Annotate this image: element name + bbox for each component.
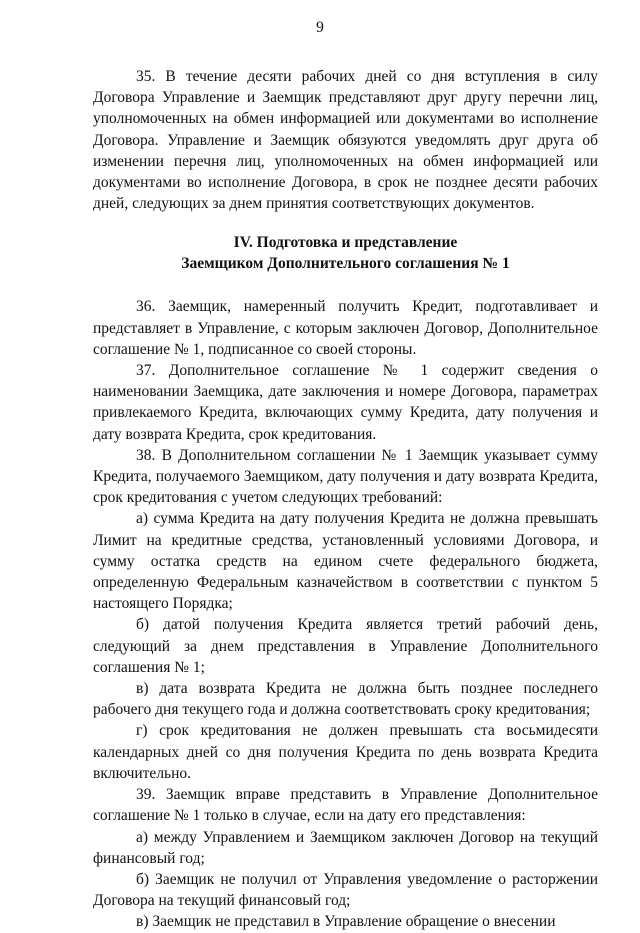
paragraph-39-b: б) Заемщик не получил от Управления уведомление о расторжении Договора на текущий финансовый год; [93,870,598,910]
page-number: 9 [316,19,324,36]
paragraph-38-c: в) дата возврата Кредита не должна быть позднее последнего рабочего дня текущего года и должна соответствовать сроку кредитования; [93,680,598,719]
section-heading-line-2: Заемщиком Дополнительного соглашения № 1 [181,254,510,272]
paragraph-39-c: в) Заемщик не представил в Управление обращение о внесении [136,913,556,931]
section-heading-line-1: IV. Подготовка и представление [233,234,458,252]
paragraph-38-d: г) срок кредитования не должен превышать ста восьмидесяти календарных дней со дня получения Кредита по день возврата Кредита включительно. [93,722,598,782]
paragraph-37: 37. Дополнительное соглашение № 1 содержит сведения о наименовании Заемщика, дате заключения и номере Договора, параметрах привлекаемого Кредита, включающих сумму Кредита, дату получения и дату возврата Кредита, срок кредитования. [93,362,598,443]
paragraph-39: 39. Заемщик вправе представить в Управление Дополнительное соглашение № 1 только в случае, если на дату его представления: [93,786,598,825]
paragraph-36: 36. Заемщик, намеренный получить Кредит, подготавливает и представляет в Управление, с которым заключен Договор, Дополнительное соглашение № 1, подписанное со своей стороны. [93,298,598,358]
paragraph-38-a: а) сумма Кредита на дату получения Кредита не должна превышать Лимит на кредитные средства, установленный условиями Договора, и сумму остатка средств на едином счете федерального бюджета, определенную Федеральным казначейством в соответствии с пунктом 5 настоящего Порядка; [93,510,598,613]
section-heading [93,233,598,274]
paragraph-35: 35. В течение десяти рабочих дней со дня вступления в силу Договора Управление и Заемщик представляют друг другу перечни лиц, уполномоченных на обмен информацией или документами во исполнение Договора. Управление и Заемщик обязуются уведомлять друг друга об изменении перечня лиц, уполномоченных на обмен информацией или документами во исполнение Договора, в срок не позднее десяти рабочих дней, следующих за днем принятия соответствующих документов. [93,68,598,213]
paragraph-39-a: а) между Управлением и Заемщиком заключен Договор на текущий финансовый год; [93,828,598,867]
paragraph-38: 38. В Дополнительном соглашении № 1 Заемщик указывает сумму Кредита, получаемого Заемщиком, дату получения и дату возврата Кредита, срок кредитования с учетом следующих требований: [93,446,598,507]
paragraph-38-b: б) датой получения Кредита является третий рабочий день, следующий за днем представления в Управление Дополнительного соглашения № 1; [93,616,598,676]
document-body [93,66,598,933]
